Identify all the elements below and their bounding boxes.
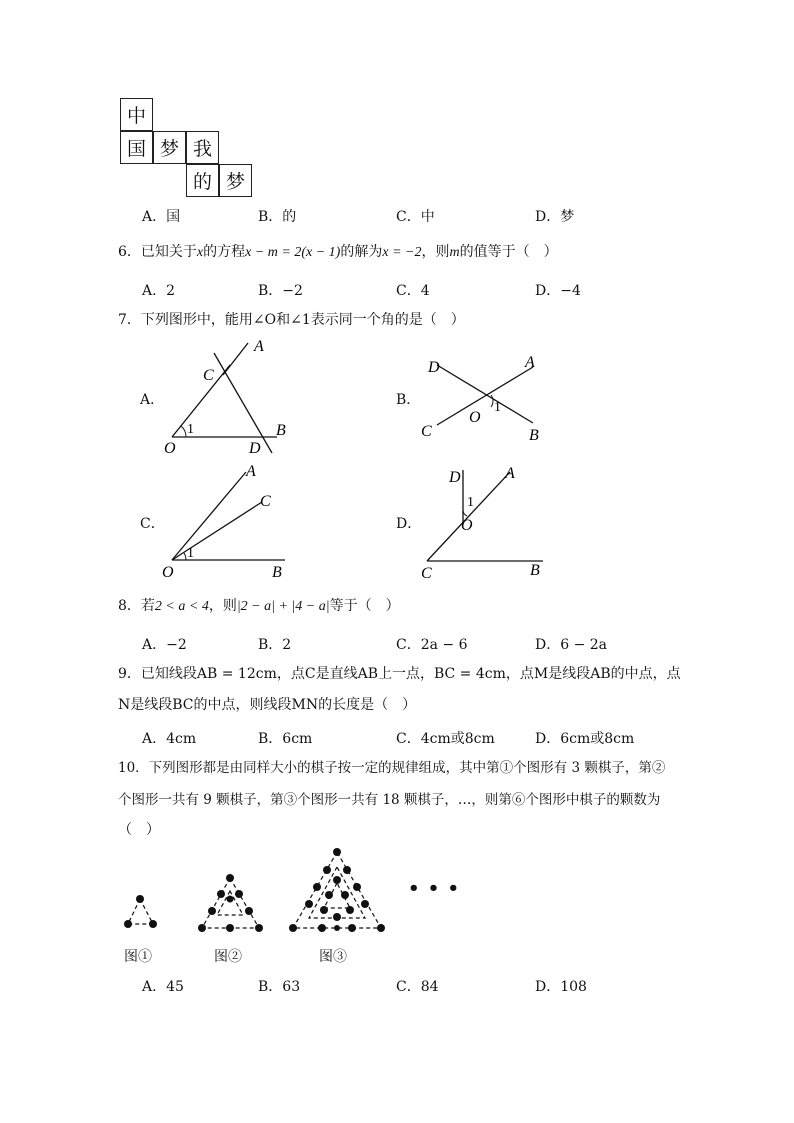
q7-option-d[interactable]: D．	[396, 516, 422, 532]
figA-label-b: B	[276, 422, 286, 439]
fig-label-3: 图③	[319, 949, 347, 965]
q7-option-c[interactable]: C．	[140, 516, 165, 532]
q8-condition: 2 < a < 4	[154, 599, 209, 614]
q6-text-mid: 的方程	[203, 244, 246, 260]
figD-label-o: O	[461, 517, 473, 534]
figB-label-b: B	[529, 427, 539, 444]
question-8	[118, 596, 400, 617]
question-10-line-1: 10．下列图形都是由同样大小的棋子按一定的规律组成，其中第①个图形有 3 颗棋子，第②	[118, 760, 666, 776]
figC-label-c: C	[260, 493, 271, 510]
q10-option-a[interactable]: A．45	[142, 979, 184, 995]
figD-label-c: C	[421, 565, 432, 582]
q10-option-c[interactable]: C．84	[396, 979, 439, 995]
q6-option-a[interactable]: A．2	[142, 283, 176, 299]
q6-option-c[interactable]: C．4	[396, 283, 430, 299]
figB-angle-1: 1	[494, 400, 501, 415]
figA-angle-1: 1	[187, 422, 194, 437]
net-cell-3: 梦	[153, 131, 186, 164]
q6-var-x: x	[196, 245, 204, 260]
q10-option-b[interactable]: B．63	[258, 979, 301, 995]
question-9-line-2: N是线段BC的中点，则线段MN的长度是（ ）	[118, 697, 417, 713]
q6-text-mid2: 的解为	[340, 244, 383, 260]
figC-label-b: B	[272, 564, 282, 581]
figC-label-o: O	[162, 564, 174, 581]
q8-expression: |2 − a| + |4 − a|	[236, 599, 330, 614]
q9-option-b[interactable]: B．6cm	[258, 731, 313, 747]
q8-option-c[interactable]: C．2a − 6	[396, 637, 468, 653]
question-7: 7．下列图形中，能用∠O和∠1表示同一个角的是（ ）	[118, 312, 465, 328]
q7-figure-a	[150, 335, 300, 460]
q6-option-d[interactable]: D．−4	[535, 283, 581, 299]
figD-label-d: D	[449, 469, 461, 486]
q9-option-d[interactable]: D．6cm或8cm	[535, 731, 635, 747]
q7-figure-b	[415, 345, 555, 450]
question-6	[118, 242, 558, 263]
figB-label-c: C	[421, 423, 432, 440]
figB-label-o: O	[469, 409, 481, 426]
figA-label-c: C	[203, 367, 214, 384]
figD-label-b: B	[530, 562, 540, 579]
q6-text-post: 的值等于（ ）	[459, 244, 558, 260]
q6-text-mid3: ，则	[421, 244, 450, 260]
question-9-line-1: 9．已知线段AB = 12cm，点C是直线AB上一点，BC = 4cm，点M是线段AB的中点，点	[118, 666, 681, 682]
fig-label-2: 图②	[214, 949, 242, 965]
q7-figure-d	[415, 460, 555, 585]
q9-option-c[interactable]: C．4cm或8cm	[396, 731, 495, 747]
figA-label-o: O	[164, 440, 176, 457]
pattern-figure-1	[124, 895, 157, 928]
q5-option-b[interactable]: B．的	[258, 209, 297, 225]
pattern-ellipsis: • • •	[408, 878, 461, 899]
q9-option-a[interactable]: A．4cm	[142, 731, 197, 747]
q5-option-d[interactable]: D．梦	[535, 209, 575, 225]
net-cell-1: 中	[120, 98, 153, 131]
q8-text-post: 等于（ ）	[329, 598, 400, 614]
net-cell-4: 我	[186, 131, 219, 164]
q6-equation: x − m = 2(x − 1)	[245, 245, 341, 260]
q6-var-m: m	[449, 245, 460, 260]
figD-angle-1: 1	[467, 495, 474, 510]
fig-label-1: 图①	[124, 949, 152, 965]
q8-option-a[interactable]: A．−2	[142, 637, 187, 653]
net-cell-5: 的	[186, 164, 219, 197]
figC-angle-1: 1	[187, 546, 194, 561]
pattern-figure-2	[198, 874, 263, 932]
q10-option-d[interactable]: D．108	[535, 979, 587, 995]
q6-solution: x = −2	[382, 245, 422, 260]
q8-option-b[interactable]: B．2	[258, 637, 292, 653]
question-10-line-2: 个图形一共有 9 颗棋子，第③个图形一共有 18 颗棋子，…，则第⑥个图形中棋子的颗数为	[118, 792, 661, 808]
q6-text: 6．已知关于	[118, 244, 197, 260]
figA-label-d: D	[249, 440, 261, 457]
figC-label-a: A	[246, 463, 256, 480]
question-10-line-3: （ ）	[118, 822, 160, 838]
q6-option-b[interactable]: B．−2	[258, 283, 303, 299]
figB-label-d: D	[428, 359, 440, 376]
figB-label-a: A	[525, 354, 535, 371]
q5-option-a[interactable]: A．国	[142, 209, 181, 225]
figD-label-a: A	[505, 465, 515, 482]
net-cell-6: 梦	[219, 164, 252, 197]
q8-text: 8．若	[118, 598, 155, 614]
q8-option-d[interactable]: D．6 − 2a	[535, 637, 608, 653]
figA-label-a: A	[254, 338, 264, 355]
q10-pattern-figures	[112, 840, 442, 940]
pattern-figure-3	[289, 848, 385, 932]
net-cell-2: 国	[120, 131, 153, 164]
q8-text-mid: ，则	[208, 598, 237, 614]
q7-option-a[interactable]: A．	[140, 392, 165, 408]
q5-option-c[interactable]: C．中	[396, 209, 435, 225]
q7-option-b[interactable]: B．	[396, 392, 421, 408]
q7-figure-c	[150, 460, 300, 585]
